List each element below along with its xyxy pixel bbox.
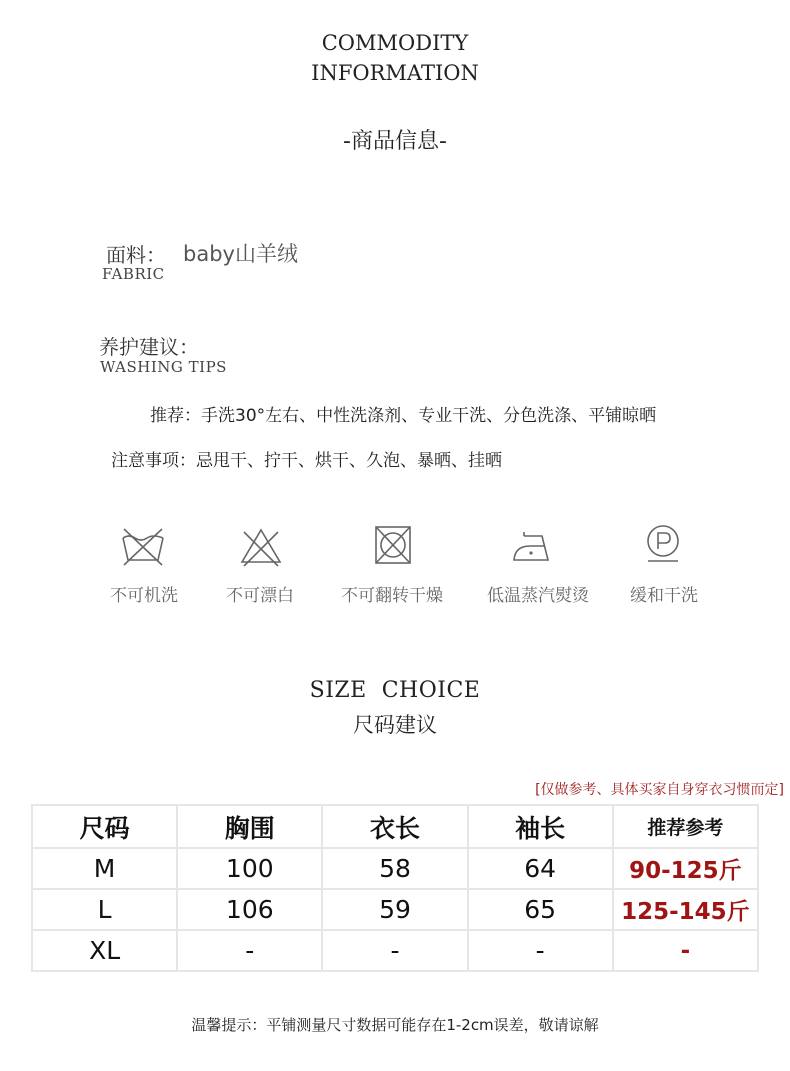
table-row xyxy=(32,848,758,889)
cell-recommend: 90-125斤 xyxy=(613,848,758,889)
no-machine-wash-icon xyxy=(120,526,166,572)
cell-sleeve: 64 xyxy=(468,848,613,889)
table-row xyxy=(32,930,758,971)
table-row xyxy=(32,889,758,930)
cell-chest: - xyxy=(177,930,322,971)
commodity-information-title xyxy=(0,28,790,88)
size-disclaimer: [仅做参考、具体买家自身穿衣习惯而定] xyxy=(535,782,784,798)
gentle-dry-clean-icon xyxy=(640,522,686,568)
no-bleach-icon xyxy=(238,526,284,572)
caution-row xyxy=(111,446,502,471)
footer-note: 温馨提示：平铺测量尺寸数据可能存在1-2cm误差，敬请谅解 xyxy=(191,1016,599,1034)
size-choice-title: SIZE CHOICE xyxy=(309,678,481,703)
recommend-text: 手洗30°左右、中性洗涤剂、专业干洗、分色洗涤、平铺晾晒 xyxy=(201,406,657,426)
care-label-no-tumble-dry: 不可翻转干燥 xyxy=(341,586,443,606)
cell-chest: 100 xyxy=(177,848,322,889)
fabric-label: 面料： xyxy=(106,243,166,267)
recommend-label: 推荐： xyxy=(150,406,201,426)
header-length: 衣长 xyxy=(322,805,467,848)
caution-label: 注意事项： xyxy=(111,451,196,471)
title-en-line1: COMMODITY xyxy=(321,31,469,55)
header-chest: 胸围 xyxy=(177,805,322,848)
cell-sleeve: - xyxy=(468,930,613,971)
care-label-no-machine-wash: 不可机洗 xyxy=(110,586,178,606)
cell-size: M xyxy=(32,848,177,889)
cell-size: L xyxy=(32,889,177,930)
care-label-no-bleach: 不可漂白 xyxy=(226,586,294,606)
fabric-value: baby山羊绒 xyxy=(183,242,298,266)
care-label-gentle-dry-clean: 缓和干洗 xyxy=(630,586,698,606)
product-info-title-cn: -商品信息- xyxy=(343,129,447,154)
fabric-label-en: FABRIC xyxy=(102,265,165,283)
title-en-line2: INFORMATION xyxy=(311,61,479,85)
cell-recommend: - xyxy=(613,930,758,971)
washing-tips-label: 养护建议： xyxy=(99,335,199,359)
cell-chest: 106 xyxy=(177,889,322,930)
size-choice-title-cn: 尺码建议 xyxy=(353,713,437,737)
header-size: 尺码 xyxy=(32,805,177,848)
care-label-low-steam-iron: 低温蒸汽熨烫 xyxy=(487,586,589,606)
cell-length: 59 xyxy=(322,889,467,930)
cell-sleeve: 65 xyxy=(468,889,613,930)
low-steam-iron-icon xyxy=(510,526,556,572)
cell-length: 58 xyxy=(322,848,467,889)
table-header-row xyxy=(32,805,758,848)
cell-recommend: 125-145斤 xyxy=(613,889,758,930)
no-tumble-dry-icon xyxy=(370,524,416,570)
caution-text: 忌甩干、拧干、烘干、久泡、暴晒、挂晒 xyxy=(196,451,502,471)
header-recommend: 推荐参考 xyxy=(613,805,758,848)
cell-size: XL xyxy=(32,930,177,971)
cell-length: - xyxy=(322,930,467,971)
washing-tips-label-en: WASHING TIPS xyxy=(100,358,227,376)
size-table xyxy=(31,804,759,972)
header-sleeve: 袖长 xyxy=(468,805,613,848)
recommend-row xyxy=(150,401,656,426)
